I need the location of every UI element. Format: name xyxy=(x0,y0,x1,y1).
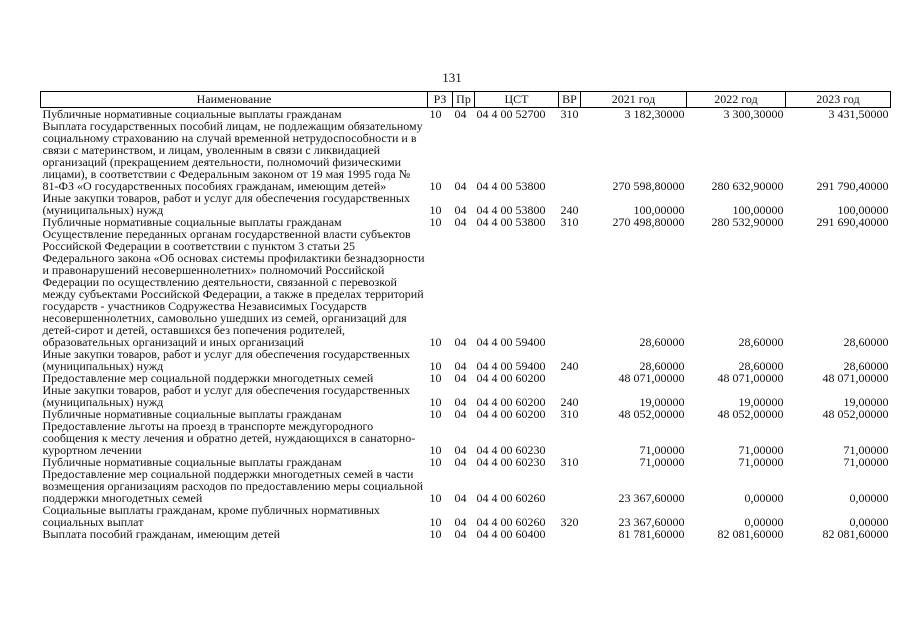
row-2022: 71,00000 xyxy=(738,443,784,457)
row-2022: 28,60000 xyxy=(738,335,784,349)
row-name: Иные закупки товаров, работ и услуг для обеспечения государственных (муниципальных) нужд xyxy=(42,347,410,373)
row-pr: 04 xyxy=(454,107,467,121)
row-vr xyxy=(559,468,581,504)
row-2021: 48 052,00000 xyxy=(618,407,685,421)
row-2021: 28,60000 xyxy=(639,359,685,373)
row-2022: 0,00000 xyxy=(744,491,784,505)
row-2021: 23 367,60000 xyxy=(618,491,685,505)
header-2023: 2023 год xyxy=(786,92,891,108)
row-pr: 04 xyxy=(454,515,467,529)
budget-table xyxy=(40,91,891,540)
row-name: Осуществление переданных органам государственной власти субъектов Российской Федерации в соответствии с пунктом 3 статьи 25 Федерального закона «Об основах системы профилактики безнадзорности и правонарушений несовершеннолетних» полномочий Российской Федерации по осуществлению деятельности, связанной с перевозкой между субъектами Российской Федерации, а также в пределах территорий государств - участников Содружества Независимых Государств несовершеннолетних, самовольно ушедших из семей, организаций для детей-сирот и детей, оставшихся без попечения родителей, образовательных организаций и иных организаций xyxy=(42,227,425,349)
row-2021: 270 498,80000 xyxy=(612,215,685,229)
row-name: Публичные нормативные социальные выплаты гражданам xyxy=(42,455,342,469)
table-row xyxy=(41,528,891,540)
row-2022: 3 300,30000 xyxy=(723,107,784,121)
row-cst: 04 4 00 53800 xyxy=(476,179,546,193)
row-2023: 19,00000 xyxy=(843,395,889,409)
row-rz: 10 xyxy=(429,359,442,373)
row-2021: 48 071,00000 xyxy=(618,371,685,385)
row-rz: 10 xyxy=(429,443,442,457)
row-rz: 10 xyxy=(429,179,442,193)
row-pr: 04 xyxy=(454,395,467,409)
row-pr: 04 xyxy=(454,527,467,541)
row-vr: 240 xyxy=(560,359,579,373)
row-vr: 240 xyxy=(560,395,579,409)
row-cst: 04 4 00 59400 xyxy=(476,335,546,349)
header-name: Наименование xyxy=(41,92,428,108)
table-row xyxy=(41,384,891,408)
row-name: Предоставление мер социальной поддержки многодетных семей в части возмещения организациям расходов по предоставлению меры социальной поддержки многодетных семей xyxy=(42,467,424,505)
row-2023: 0,00000 xyxy=(849,491,889,505)
row-rz: 10 xyxy=(429,203,442,217)
row-2023: 100,00000 xyxy=(837,203,889,217)
row-pr: 04 xyxy=(454,359,467,373)
row-cst: 04 4 00 60400 xyxy=(476,527,546,541)
row-rz: 10 xyxy=(429,455,442,469)
row-pr: 04 xyxy=(454,179,467,193)
row-2023: 48 052,00000 xyxy=(822,407,889,421)
row-name: Публичные нормативные социальные выплаты гражданам xyxy=(42,215,342,229)
row-2022: 100,00000 xyxy=(732,203,784,217)
row-2021: 28,60000 xyxy=(639,335,685,349)
row-vr: 310 xyxy=(560,107,579,121)
row-vr: 240 xyxy=(560,203,579,217)
row-pr: 04 xyxy=(454,491,467,505)
row-rz: 10 xyxy=(429,515,442,529)
row-pr: 04 xyxy=(454,203,467,217)
row-2021: 71,00000 xyxy=(639,455,685,469)
row-2022: 48 052,00000 xyxy=(717,407,784,421)
row-2023: 71,00000 xyxy=(843,443,889,457)
row-rz: 10 xyxy=(429,107,442,121)
table-row xyxy=(41,120,891,192)
row-pr: 04 xyxy=(454,443,467,457)
row-rz: 10 xyxy=(429,527,442,541)
row-2023: 291 790,40000 xyxy=(816,179,889,193)
row-2021: 3 182,30000 xyxy=(624,107,685,121)
header-pr: Пр xyxy=(453,92,475,108)
row-2021: 19,00000 xyxy=(639,395,685,409)
row-cst: 04 4 00 53800 xyxy=(476,215,546,229)
row-vr xyxy=(559,120,581,192)
row-cst: 04 4 00 60200 xyxy=(476,395,546,409)
row-2023: 3 431,50000 xyxy=(828,107,889,121)
row-2023: 71,00000 xyxy=(843,455,889,469)
row-rz: 10 xyxy=(429,335,442,349)
row-vr: 310 xyxy=(560,215,579,229)
table-row xyxy=(41,348,891,372)
header-vr: ВР xyxy=(559,92,581,108)
row-2022: 82 081,60000 xyxy=(717,527,784,541)
row-vr xyxy=(559,528,581,540)
row-vr xyxy=(559,420,581,456)
row-pr: 04 xyxy=(454,335,467,349)
row-name: Выплата пособий гражданам, имеющим детей xyxy=(42,527,281,541)
header-cst: ЦСТ xyxy=(475,92,559,108)
row-rz: 10 xyxy=(429,407,442,421)
row-name: Публичные нормативные социальные выплаты гражданам xyxy=(42,107,342,121)
row-pr: 04 xyxy=(454,371,467,385)
row-cst: 04 4 00 53800 xyxy=(476,203,546,217)
table-row xyxy=(41,504,891,528)
row-rz: 10 xyxy=(429,395,442,409)
row-2023: 48 071,00000 xyxy=(822,371,889,385)
row-name: Выплата государственных пособий лицам, не подлежащим обязательному социальному страхованию на случай временной нетрудоспособности и в связи с материнством, и лицам, уволенным в связи с ликвидацией организаций (прекращением деятельности, полномочий физическими лицами), в соответствии с Федеральным законом от 19 мая 1995 года № 81-ФЗ «О государственных пособиях гражданам, имеющим детей» xyxy=(42,119,423,193)
row-pr: 04 xyxy=(454,215,467,229)
row-rz: 10 xyxy=(429,215,442,229)
row-name: Социальные выплаты гражданам, кроме публичных нормативных социальных выплат xyxy=(42,503,380,529)
row-2023: 291 690,40000 xyxy=(816,215,889,229)
header-2021: 2021 год xyxy=(581,92,687,108)
row-name: Иные закупки товаров, работ и услуг для обеспечения государственных (муниципальных) нужд xyxy=(42,383,410,409)
row-cst: 04 4 00 60200 xyxy=(476,371,546,385)
row-name: Предоставление мер социальной поддержки многодетных семей xyxy=(42,371,374,385)
row-2023: 28,60000 xyxy=(843,359,889,373)
row-cst: 04 4 00 60200 xyxy=(476,407,546,421)
row-name: Предоставление льготы на проезд в транспорте междугородного сообщения к месту лечения и обратно детей, нуждающихся в санаторно-курортном лечении xyxy=(42,419,416,457)
row-vr xyxy=(559,228,581,348)
row-2023: 0,00000 xyxy=(849,515,889,529)
row-name: Публичные нормативные социальные выплаты гражданам xyxy=(42,407,342,421)
row-2021: 270 598,80000 xyxy=(612,179,685,193)
row-2022: 280 532,90000 xyxy=(711,215,784,229)
row-vr: 310 xyxy=(560,455,579,469)
row-rz: 10 xyxy=(429,491,442,505)
page-number: 131 xyxy=(442,70,462,85)
row-2022: 19,00000 xyxy=(738,395,784,409)
row-cst: 04 4 00 60230 xyxy=(476,443,546,457)
row-cst: 04 4 00 52700 xyxy=(476,107,546,121)
table-row xyxy=(41,228,891,348)
row-2022: 28,60000 xyxy=(738,359,784,373)
row-vr: 310 xyxy=(560,407,579,421)
row-2023: 82 081,60000 xyxy=(822,527,889,541)
row-2023: 28,60000 xyxy=(843,335,889,349)
row-2021: 100,00000 xyxy=(633,203,685,217)
row-name: Иные закупки товаров, работ и услуг для обеспечения государственных (муниципальных) нужд xyxy=(42,191,410,217)
row-pr: 04 xyxy=(454,407,467,421)
row-pr: 04 xyxy=(454,455,467,469)
row-cst: 04 4 00 60260 xyxy=(476,515,546,529)
row-2021: 23 367,60000 xyxy=(618,515,685,529)
row-2021: 71,00000 xyxy=(639,443,685,457)
row-rz: 10 xyxy=(429,371,442,385)
row-cst: 04 4 00 60230 xyxy=(476,455,546,469)
table-header-row xyxy=(41,92,891,108)
row-vr: 320 xyxy=(560,515,579,529)
row-cst: 04 4 00 59400 xyxy=(476,359,546,373)
table-row xyxy=(41,468,891,504)
row-2022: 0,00000 xyxy=(744,515,784,529)
header-2022: 2022 год xyxy=(687,92,786,108)
row-cst: 04 4 00 60260 xyxy=(476,491,546,505)
table-row xyxy=(41,420,891,456)
row-vr xyxy=(559,372,581,384)
row-2022: 48 071,00000 xyxy=(717,371,784,385)
row-2022: 71,00000 xyxy=(738,455,784,469)
row-2021: 81 781,60000 xyxy=(618,527,685,541)
header-rz: РЗ xyxy=(428,92,453,108)
table-row xyxy=(41,192,891,216)
row-2022: 280 632,90000 xyxy=(711,179,784,193)
